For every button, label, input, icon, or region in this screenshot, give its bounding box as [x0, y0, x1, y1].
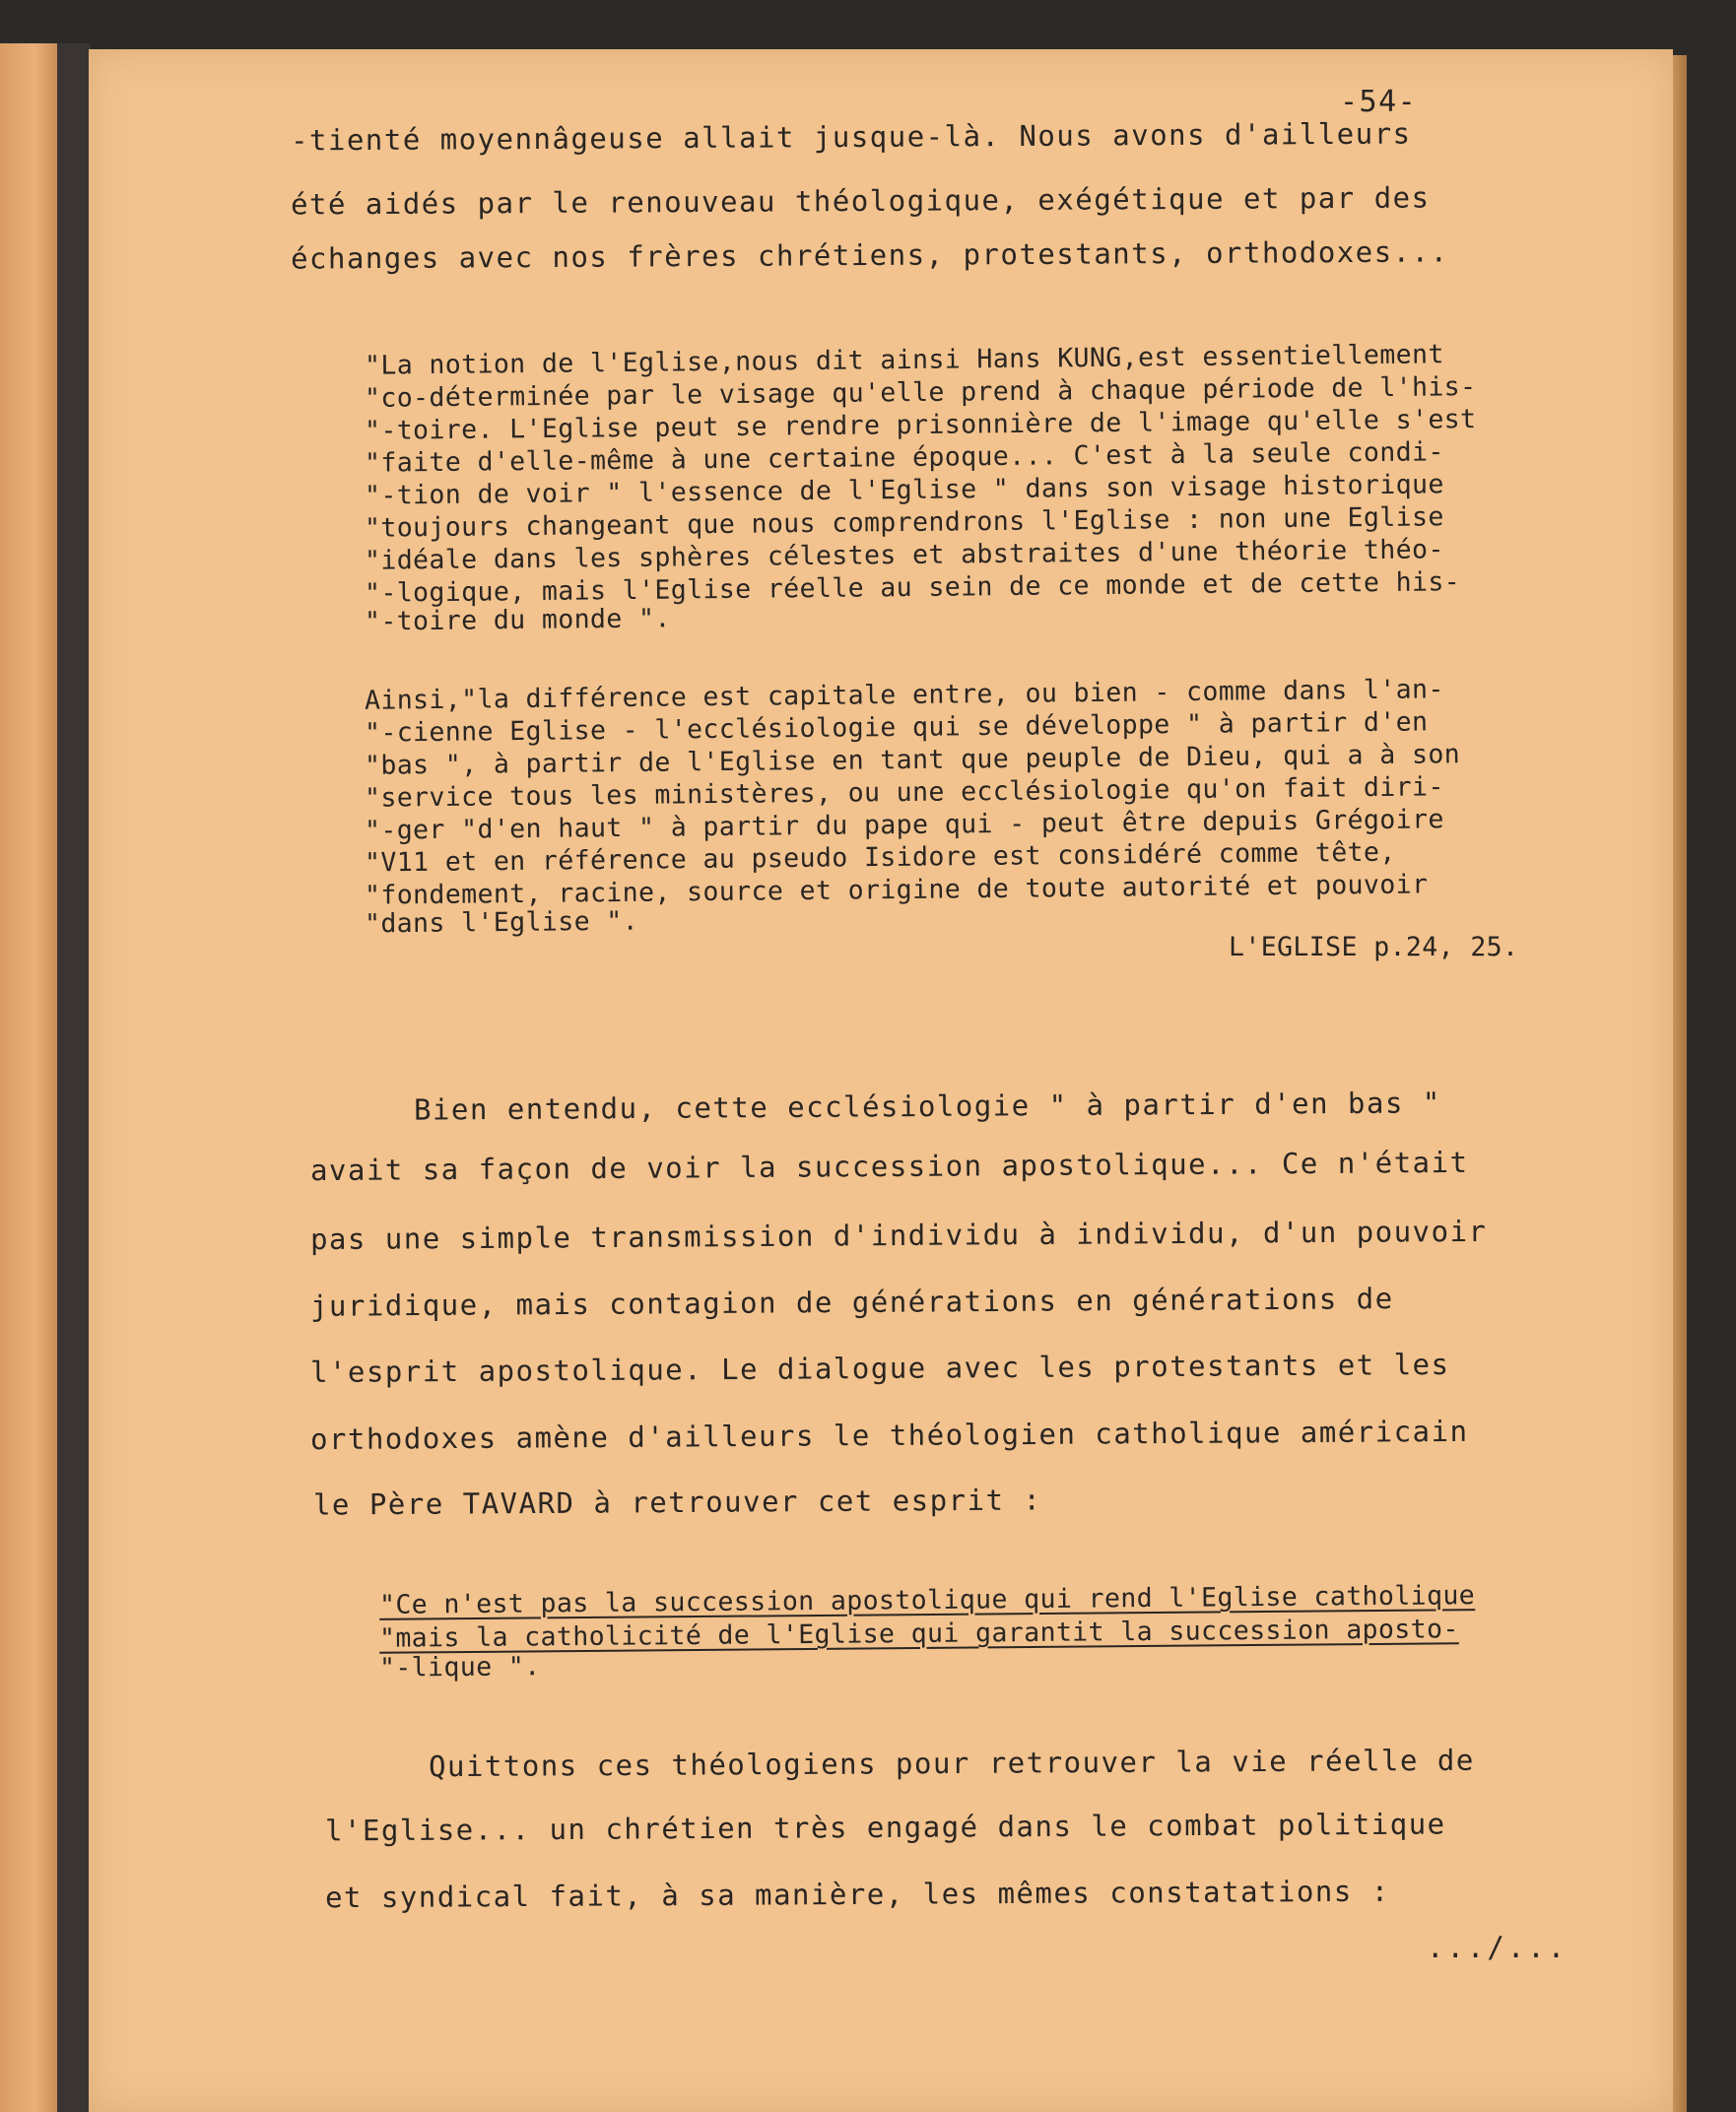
- quote3-line-1: "Ce n'est pas la succession apostolique qui rend l'Eglise catholique: [378, 1580, 1476, 1620]
- quote2-line-3: "bas ", à partir de l'Eglise en tant que peuple de Dieu, qui a à son: [364, 739, 1461, 781]
- para3-line-3: et syndical fait, à sa manière, les mêmes constatations :: [324, 1874, 1390, 1915]
- continuation-mark: .../...: [1427, 1931, 1569, 1964]
- para1-line-2: été aidés par le renouveau théologique, exégétique et par des: [290, 180, 1431, 222]
- quote1-line-3: "-toire. L'Eglise peut se rendre prisonnière de l'image qu'elle s'est: [364, 404, 1477, 446]
- para1-line-1: -tienté moyennâgeuse allait jusque-là. Nous avons d'ailleurs: [290, 116, 1412, 158]
- quote1-line-1: "La notion de l'Eglise,nous dit ainsi Hans KUNG,est essentiellement: [364, 339, 1444, 381]
- para2-line-7: le Père TAVARD à retrouver cet esprit :: [312, 1483, 1042, 1522]
- quote2-line-6: "V11 et en référence au pseudo Isidore est considéré comme tête,: [364, 836, 1396, 879]
- typed-page: [89, 49, 1673, 2112]
- para3-line-2: l'Eglise... un chrétien très engagé dans le combat politique: [324, 1807, 1446, 1848]
- citation: L'EGLISE p.24, 25.: [1229, 932, 1519, 962]
- para2-line-3: pas une simple transmission d'individu à individu, d'un pouvoir: [309, 1214, 1488, 1257]
- para2-line-6: orthodoxes amène d'ailleurs le théologien catholique américain: [309, 1414, 1469, 1457]
- quote2-line-1: Ainsi,"la différence est capitale entre, ou bien - comme dans l'an-: [364, 674, 1444, 716]
- quote1-line-2: "co-déterminée par le visage qu'elle prend à chaque période de l'his-: [364, 371, 1477, 414]
- page-right-edge: [1673, 55, 1687, 2112]
- para3-line-1: Quittons ces théologiens pour retrouver la vie réelle de: [428, 1743, 1475, 1784]
- binding-gutter: [57, 43, 91, 2112]
- quote1-line-7: "idéale dans les sphères célestes et abstraites d'une théorie théo-: [364, 534, 1444, 576]
- quote1-line-4: "faite d'elle-même à une certaine époque... C'est à la seule condi-: [364, 436, 1444, 479]
- quote1-line-8: "-logique, mais l'Eglise réelle au sein de ce monde et de cette his-: [364, 566, 1461, 609]
- page-number: -54-: [1340, 85, 1418, 119]
- quote1-line-5: "-tion de voir " l'essence de l'Eglise " dans son visage historique: [364, 469, 1444, 511]
- para2-line-5: l'esprit apostolique. Le dialogue avec les protestants et les: [309, 1347, 1450, 1390]
- previous-page-edge: [0, 43, 57, 2112]
- quote1-line-6: "toujours changeant que nous comprendrons l'Eglise : non une Eglise: [364, 501, 1444, 544]
- quote2-line-8: "dans l'Eglise ".: [364, 905, 639, 940]
- para2-line-1: Bien entendu, cette ecclésiologie " à partir d'en bas ": [413, 1086, 1441, 1127]
- quote2-line-2: "-cienne Eglise - l'ecclésiologie qui se développe " à partir d'en: [364, 706, 1429, 749]
- quote2-line-5: "-ger "d'en haut " à partir du pape qui - peut être depuis Grégoire: [364, 804, 1444, 846]
- para2-line-4: juridique, mais contagion de générations en générations de: [309, 1282, 1394, 1323]
- quote1-line-9: "-toire du monde ".: [364, 603, 671, 637]
- quote3-line-2: "mais la catholicité de l'Eglise qui garantit la succession aposto-: [378, 1614, 1459, 1654]
- quote2-line-4: "service tous les ministères, ou une ecclésiologie qu'on fait diri-: [364, 771, 1444, 814]
- para2-line-2: avait sa façon de voir la succession apostolique... Ce n'était: [309, 1145, 1469, 1188]
- quote2-line-7: "fondement, racine, source et origine de toute autorité et pouvoir: [364, 869, 1429, 911]
- quote3-line-3: "-lique ".: [378, 1651, 541, 1683]
- para1-line-3: échanges avec nos frères chrétiens, protestants, orthodoxes...: [290, 234, 1449, 276]
